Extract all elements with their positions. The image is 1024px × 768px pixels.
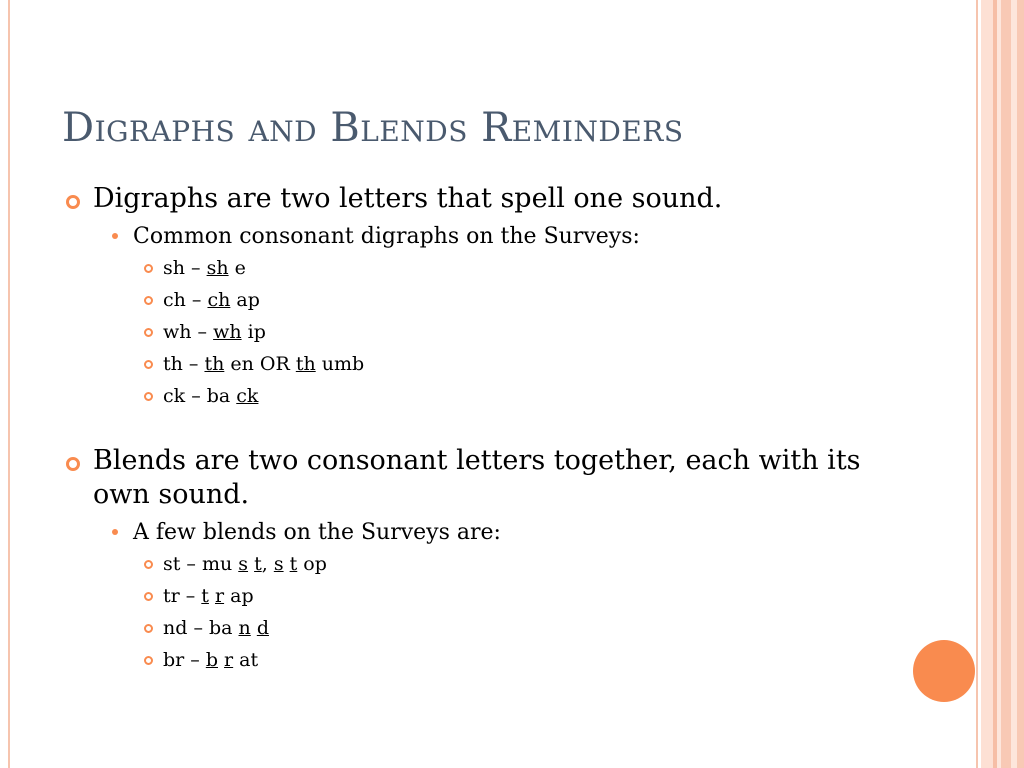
- bullet-ring-small-icon: [144, 360, 153, 369]
- blend-item: [144, 612, 882, 644]
- bullet-dot-icon: [112, 233, 118, 239]
- underlined-letters: r: [214, 585, 225, 607]
- bullet-digraphs-text: Digraphs are two letters that spell one sound.: [93, 183, 723, 214]
- sub-bullet-digraphs: [112, 222, 882, 252]
- digraph-item: [144, 284, 882, 316]
- right-stripes-decoration: [976, 0, 1024, 768]
- digraph-item: [144, 316, 882, 348]
- sub-bullet-blends-text: A few blends on the Surveys are:: [133, 520, 501, 545]
- bullet-ring-small-icon: [144, 392, 153, 401]
- blend-item: [144, 580, 882, 612]
- item-text: br –: [163, 649, 206, 671]
- item-text: sh –: [163, 257, 207, 279]
- bullet-blends-text: Blends are two consonant letters together, each with its own sound.: [93, 445, 861, 510]
- item-text: ck – ba: [163, 385, 237, 407]
- blend-item: [144, 644, 882, 676]
- sub-bullet-blends: [112, 518, 882, 548]
- underlined-letters: n: [238, 617, 251, 639]
- digraph-item: [144, 380, 882, 412]
- bullet-ring-small-icon: [144, 592, 153, 601]
- item-text: st – mu: [163, 553, 239, 575]
- sub-bullet-digraphs-text: Common consonant digraphs on the Surveys:: [133, 224, 640, 249]
- item-text: ch –: [163, 289, 208, 311]
- slide-title: Digraphs and Blends Reminders: [62, 105, 684, 151]
- underlined-letters: ch: [207, 289, 231, 311]
- item-text: umb: [315, 353, 365, 375]
- bullet-ring-small-icon: [144, 296, 153, 305]
- bullet-ring-small-icon: [144, 264, 153, 273]
- item-text: op: [297, 553, 327, 575]
- item-text: ap: [224, 585, 254, 607]
- bullet-blends: [62, 444, 882, 512]
- item-text: en OR: [224, 353, 296, 375]
- digraph-item: [144, 252, 882, 284]
- underlined-letters: s: [273, 553, 284, 575]
- item-text: tr –: [163, 585, 202, 607]
- underlined-letters: th: [204, 353, 225, 375]
- item-text: ,: [261, 553, 274, 575]
- item-text: wh –: [163, 321, 214, 343]
- underlined-letters: t: [289, 553, 298, 575]
- underlined-letters: th: [295, 353, 316, 375]
- underlined-letters: d: [256, 617, 269, 639]
- underlined-letters: sh: [206, 257, 229, 279]
- bullet-ring-icon: [66, 457, 80, 471]
- underlined-letters: r: [224, 649, 234, 671]
- underlined-letters: t: [254, 553, 262, 575]
- underlined-letters: s: [238, 553, 249, 575]
- digraph-item: [144, 348, 882, 380]
- bullet-dot-icon: [112, 529, 118, 535]
- item-text: ip: [241, 321, 266, 343]
- underlined-letters: t: [201, 585, 209, 607]
- blend-item: [144, 548, 882, 580]
- bullet-ring-small-icon: [144, 328, 153, 337]
- item-text: nd – ba: [163, 617, 239, 639]
- underlined-letters: b: [205, 649, 218, 671]
- item-text: th –: [163, 353, 205, 375]
- slide-content: [62, 182, 882, 676]
- underlined-letters: ck: [236, 385, 259, 407]
- item-text: e: [228, 257, 246, 279]
- bullet-ring-small-icon: [144, 624, 153, 633]
- accent-circle-decoration: [913, 640, 975, 702]
- bullet-ring-icon: [66, 195, 80, 209]
- left-border-decoration: [8, 0, 10, 768]
- bullet-ring-small-icon: [144, 656, 153, 665]
- item-text: at: [233, 649, 259, 671]
- bullet-ring-small-icon: [144, 560, 153, 569]
- underlined-letters: wh: [213, 321, 242, 343]
- bullet-digraphs: [62, 182, 882, 216]
- item-text: ap: [230, 289, 260, 311]
